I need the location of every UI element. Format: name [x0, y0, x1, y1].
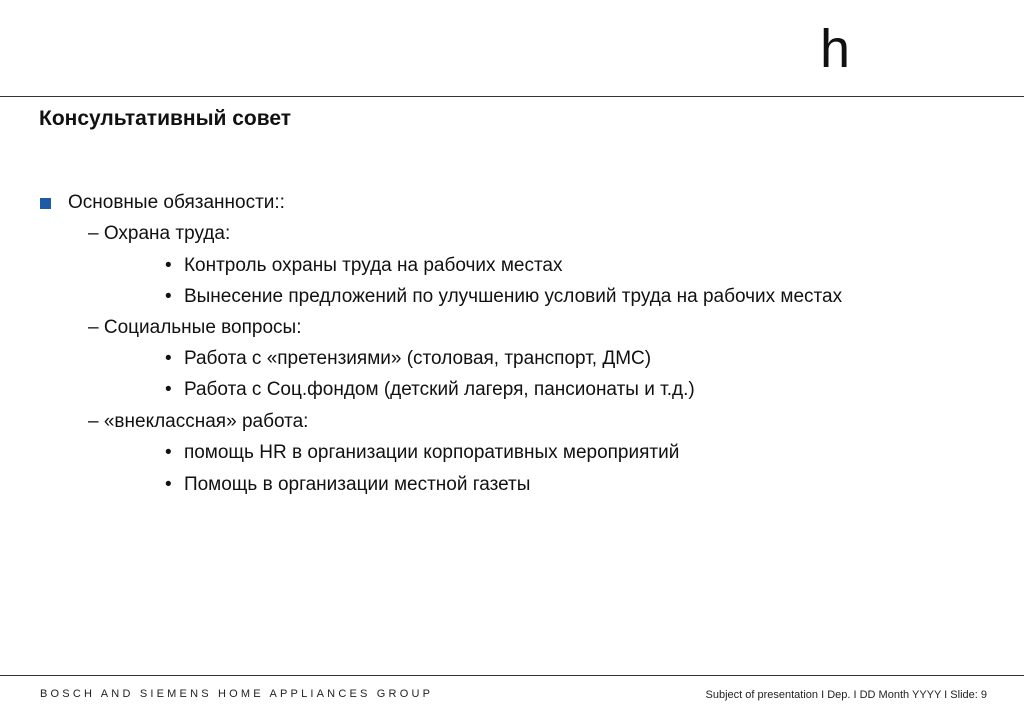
brand-logo: h: [820, 19, 851, 79]
list-item: [165, 376, 695, 404]
footer-divider: [0, 675, 1024, 676]
footer-company: BOSCH AND SIEMENS HOME APPLIANCES GROUP: [40, 688, 434, 700]
list-item: [165, 252, 563, 280]
square-bullet-icon: [40, 198, 51, 209]
section-heading: – Социальные вопросы:: [88, 317, 302, 338]
dot-bullet-icon: •: [165, 286, 172, 307]
dot-bullet-icon: •: [165, 348, 172, 369]
list-item-text: Работа с Соц.фондом (детский лагеря, пансионаты и т.д.): [183, 379, 695, 400]
list-item-text: Работа с «претензиями» (столовая, транспорт, ДМС): [183, 348, 652, 369]
slide-title: Консультативный совет: [39, 107, 292, 130]
list-item-text: Контроль охраны труда на рабочих местах: [183, 255, 563, 276]
bullet-level1: [0, 189, 1024, 217]
header-divider: [0, 96, 1024, 97]
list-item: [165, 283, 842, 311]
dot-bullet-icon: •: [165, 379, 172, 400]
list-item-text: помощь HR в организации корпоративных мероприятий: [183, 442, 680, 463]
bullet-level1-text: Основные обязанности::: [68, 192, 285, 213]
dot-bullet-icon: •: [165, 442, 172, 463]
list-item-text: Помощь в организации местной газеты: [183, 474, 531, 495]
list-item-text: Вынесение предложений по улучшению условий труда на рабочих местах: [183, 286, 843, 307]
section-heading: – «внеклассная» работа:: [88, 411, 309, 432]
list-item: [165, 345, 651, 373]
footer-slide-info: Subject of presentation I Dep. I DD Month YYYY I Slide: 9: [705, 689, 987, 701]
dot-bullet-icon: •: [165, 255, 172, 276]
dot-bullet-icon: •: [165, 474, 172, 495]
list-item: [165, 439, 679, 467]
section-heading: – Охрана труда:: [88, 223, 231, 244]
list-item: [165, 471, 530, 499]
